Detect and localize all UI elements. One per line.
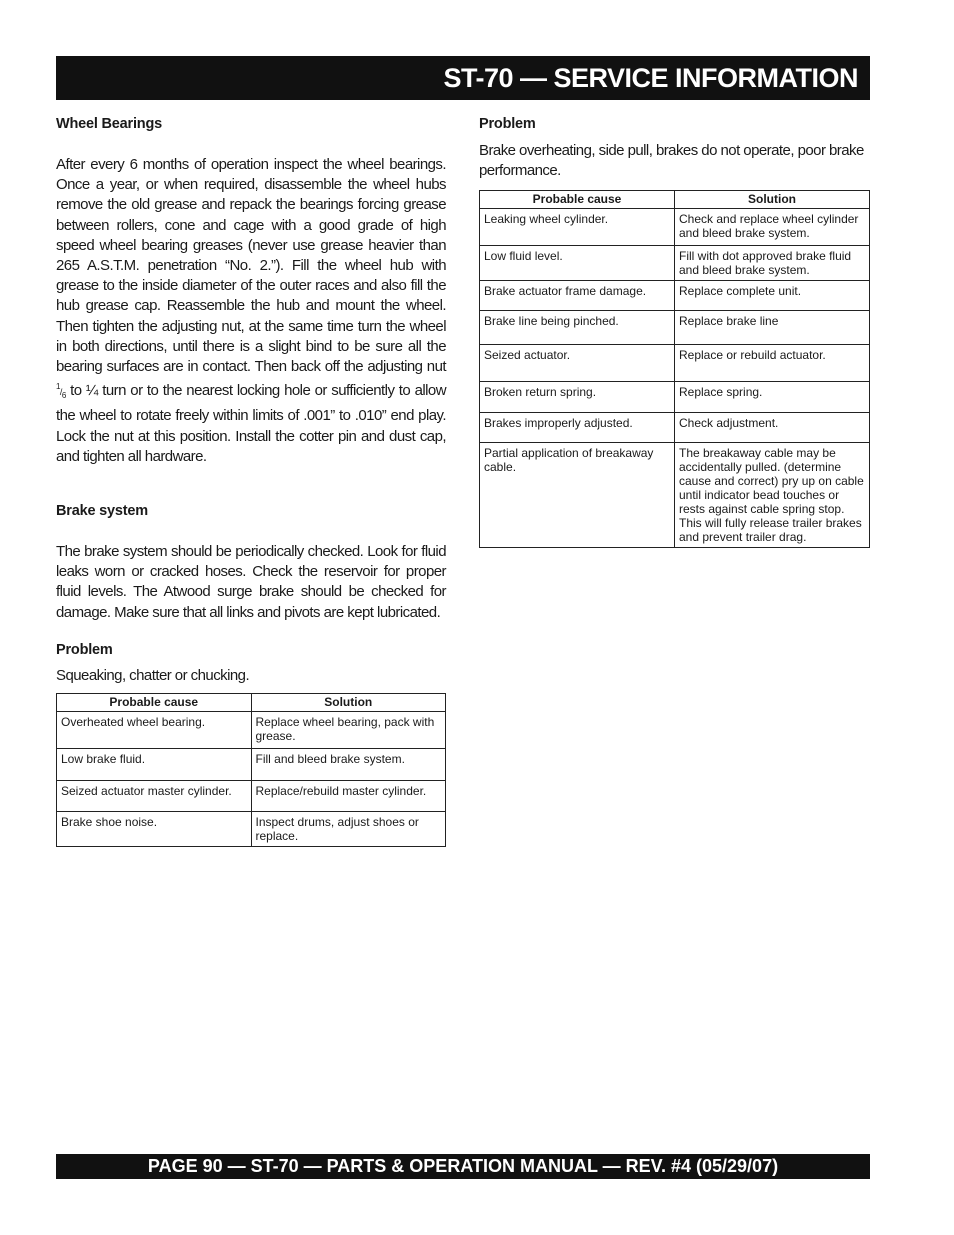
cause-cell: Brakes improperly adjusted. <box>480 413 675 443</box>
problem-heading-right: Problem <box>479 116 536 132</box>
table-row <box>57 781 446 812</box>
troubleshooting-table-left <box>56 693 446 847</box>
problem-description-left: Squeaking, chatter or chucking. <box>56 666 250 684</box>
problem-description-right: Brake overheating, side pull, brakes do not operate, poor brake performance. <box>479 142 864 180</box>
table-row <box>480 413 870 443</box>
troubleshooting-table-right <box>479 190 870 548</box>
cause-cell: Brake shoe noise. <box>57 812 252 847</box>
solution-cell: Check and replace wheel cylinder and bleed brake system. <box>675 209 870 246</box>
table-row <box>480 443 870 548</box>
solution-cell: Replace wheel bearing, pack with grease. <box>251 712 446 749</box>
solution-cell: Replace brake line <box>675 311 870 345</box>
table-row <box>480 311 870 345</box>
right-column <box>479 114 870 548</box>
cause-cell: Low fluid level. <box>480 246 675 281</box>
cause-cell: Seized actuator. <box>480 345 675 382</box>
page-header: ST-70 — SERVICE INFORMATION <box>56 56 870 100</box>
table-header-row <box>57 694 446 712</box>
cause-cell: Leaking wheel cylinder. <box>480 209 675 246</box>
column-header-cause: Probable cause <box>480 191 675 209</box>
column-header-solution: Solution <box>251 694 446 712</box>
table-header-row <box>480 191 870 209</box>
solution-cell: Replace or rebuild actuator. <box>675 345 870 382</box>
column-header-solution: Solution <box>675 191 870 209</box>
table-row <box>57 812 446 847</box>
problem-heading-left: Problem <box>56 641 113 658</box>
cause-cell: Low brake fluid. <box>57 749 252 781</box>
table-row <box>480 382 870 413</box>
table-row <box>57 712 446 749</box>
fraction-one-sixth: $^1/_6$ <box>56 382 66 401</box>
solution-cell: Fill and bleed brake system. <box>251 749 446 781</box>
cause-cell: Overheated wheel bearing. <box>57 712 252 749</box>
cause-cell: Brake line being pinched. <box>480 311 675 345</box>
solution-cell: Inspect drums, adjust shoes or replace. <box>251 812 446 847</box>
solution-cell: Replace/rebuild master cylinder. <box>251 781 446 812</box>
table-row <box>480 345 870 382</box>
solution-cell: The breakaway cable may be accidentally pulled. (determine cause and correct) pry up on cable until indicator bead touches or rests against cable spring stop. This will fully release trailer brakes and prevent trailer drag. <box>675 443 870 548</box>
brake-system-text: The brake system should be periodically checked. Look for fluid leaks worn or cracked hoses. Check the reservoir for proper fluid levels. The Atwood surge brake should be checked for damage. Make sure that all links and pivots are kept lubricated. <box>56 543 446 621</box>
column-header-cause: Probable cause <box>57 694 252 712</box>
solution-cell: Replace complete unit. <box>675 281 870 311</box>
solution-cell: Fill with dot approved brake fluid and bleed brake system. <box>675 246 870 281</box>
left-column <box>56 114 446 847</box>
cause-cell: Partial application of breakaway cable. <box>480 443 675 548</box>
cause-cell: Seized actuator master cylinder. <box>57 781 252 812</box>
table-row <box>480 209 870 246</box>
table-row <box>57 749 446 781</box>
cause-cell: Brake actuator frame damage. <box>480 281 675 311</box>
solution-cell: Check adjustment. <box>675 413 870 443</box>
wheel-bearings-text: After every 6 months of operation inspect the wheel bearings. Once a year, or when required, disassemble the wheel hubs remove the old grease and repack the bearings forcing grease between rollers, cone and cage with a good grade of high speed wheel bearing greases (never use grease heavier than 265 A.S.T.M. penetration “No. 2.”). Fill the wheel hub with grease to the inside diameter of the outer races and also fill the hub grease cap. Reassemble the hub and mount the wheel. Then tighten the adjusting nut, at the same time turn the wheel in both directions, until there is a slight bind to be sure all the bearing surfaces are in contact. Then back off the adjusting nut $^1/_6$ to ¼ turn or to the nearest locking hole or sufficiently to allow the wheel to rotate freely within limits of .001” to .010” end play. Lock the nut at this position. Install the cotter pin and dust cap, and tighten all hardware. <box>56 156 446 465</box>
wheel-bearings-heading: Wheel Bearings <box>56 116 162 132</box>
cause-cell: Broken return spring. <box>480 382 675 413</box>
table-row <box>480 281 870 311</box>
table-row <box>480 246 870 281</box>
solution-cell: Replace spring. <box>675 382 870 413</box>
page-footer: PAGE 90 — ST-70 — PARTS & OPERATION MANUAL — REV. #4 (05/29/07) <box>56 1154 870 1179</box>
brake-system-heading: Brake system <box>56 503 148 520</box>
